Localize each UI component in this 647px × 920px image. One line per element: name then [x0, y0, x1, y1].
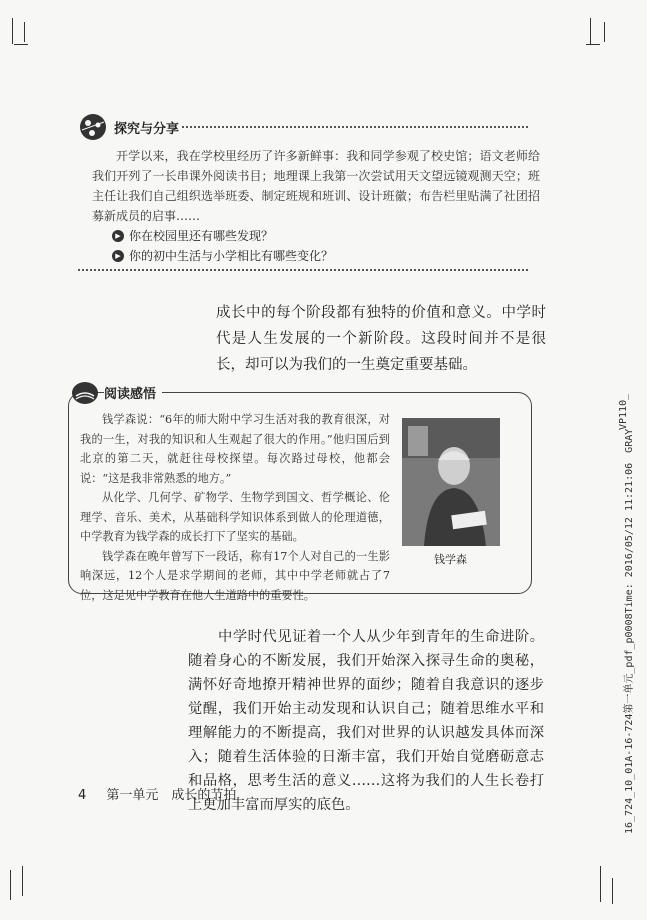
crop-mark [14, 44, 28, 45]
question-text: 你在校园里还有哪些发现？ [129, 229, 274, 243]
file-id-text: 16_724_10_01A-16-724第一单元_pdf_p0008Time: 2016/05/12 11:21:06 [624, 462, 635, 834]
reading-text [80, 410, 390, 605]
crop-mark [10, 870, 11, 900]
explore-section-header [78, 112, 528, 140]
crop-mark [600, 866, 601, 902]
final-paragraph [188, 625, 544, 817]
explore-section-title: 探究与分享 [114, 122, 180, 137]
final-paragraph-text: 中学时代见证着一个人从少年到青年的生命进阶。随着身心的不断发展，我们开始深入探寻生命的奥秘，满怀好奇地撩开精神世界的面纱；随着自我意识的逐步觉醒，我们开始主动发现和认识自己；随着思维水平和理解能力的不断提高，我们对世界的认识越发具体而深入；随着生活体验的日渐丰富，我们开始自觉磨砺意志和品格，思考生活的意义……这将为我们的人生长卷打上更加丰富而厚实的底色。 [188, 629, 544, 813]
reading-paragraph: 从化学、几何学、矿物学、生物学到国文、哲学概论、伦理学、音乐、美术，从基础科学知识体系到做人的伦理道德，中学教育为钱学森的成长打下了坚实的基础。 [80, 491, 390, 543]
page-number: 4 [78, 788, 87, 803]
crop-mark [586, 44, 600, 45]
page-footer [78, 784, 236, 803]
play-bullet-icon: ▶ [112, 250, 124, 262]
crop-mark [590, 18, 591, 44]
portrait-caption: 钱学森 [434, 553, 467, 566]
reading-section-title: 阅读感悟 [104, 383, 162, 402]
explore-section-body: 开学以来，我在学校里经历了许多新鲜事：我和同学参观了校史馆；语文老师给我们开列了一长串课外阅读书目；地理课上我第一次尝试用天文望远镜观测天空；班主任让我们自己组织选举班委、制定班规和班训、设计班徽；布告栏里贴满了社团招募新成员的启事…… [92, 149, 540, 223]
crop-mark [612, 878, 613, 904]
unit-label: 第一单元 成长的节拍 [106, 788, 237, 803]
dotted-divider [182, 126, 528, 128]
list-item [112, 246, 333, 266]
list-item [112, 226, 333, 246]
question-text: 你的初中生活与小学相比有哪些变化？ [129, 249, 334, 263]
printer-file-id [620, 429, 635, 834]
reading-paragraph: 钱学森说：“6年的师大附中学习生活对我的教育很深，对我的一生，对我的知识和人生观起了很大的作用。”他归国后到北京的第二天，就赶往母校探望。每次路过母校，他都会说：“这是我非常熟悉的地方。” [80, 413, 390, 485]
crop-mark [12, 18, 13, 44]
gray-label: GRAY [624, 428, 635, 453]
reading-paragraph: 钱学森在晚年曾写下一段话，称有17个人对自己的一生影响深远，12个人是求学期间的老师，其中中学老师就占了7位，这足见中学教育在他人生道路中的重要性。 [80, 549, 390, 602]
main-paragraph: 成长中的每个阶段都有独特的价值和意义。中学时代是人生发展的一个新阶段。这段时间并不是很长，却可以为我们的一生奠定重要基础。 [216, 305, 546, 373]
globe-icon [78, 112, 108, 142]
crop-mark [24, 22, 25, 42]
crop-mark [22, 866, 23, 896]
printer-mark-vp: VP110_ [618, 393, 629, 430]
open-book-icon [71, 381, 99, 405]
dotted-divider [78, 269, 528, 271]
portrait-illustration [402, 418, 500, 546]
portrait-photo [402, 418, 500, 546]
play-bullet-icon: ▶ [112, 230, 124, 242]
question-list [112, 226, 333, 266]
crop-mark [604, 22, 605, 42]
